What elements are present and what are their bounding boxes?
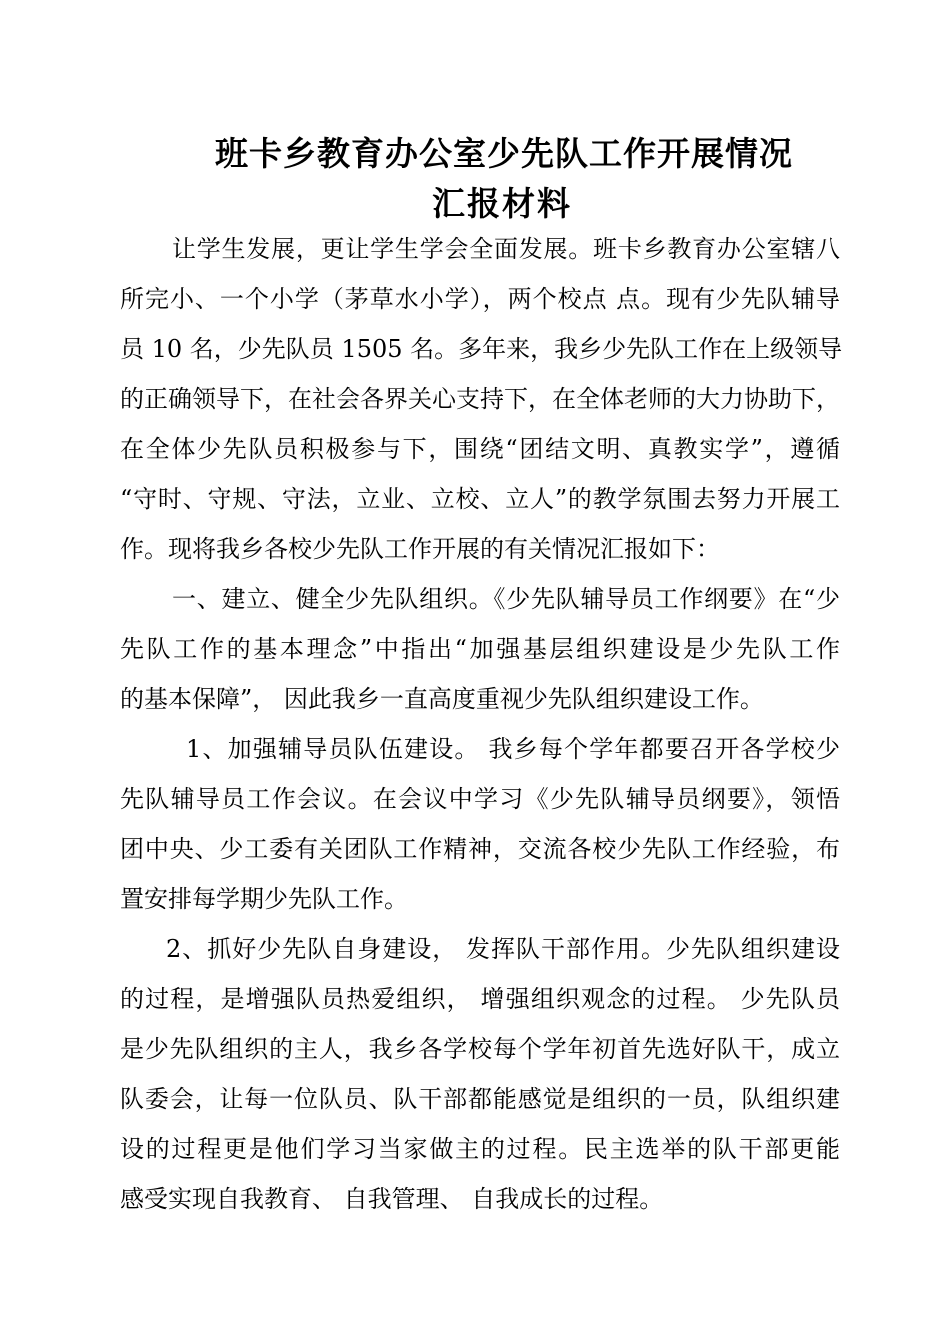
paragraph-line: 2、抓好少先队自身建设， 发挥队干部作用。少先队组织建设 — [166, 935, 840, 963]
paragraph-line: “守时、守规、守法，立业、立校、立人”的教学氛围去努力开展工 — [120, 485, 840, 513]
paragraph-line: 1、加强辅导员队伍建设。 我乡每个学年都要召开各学校少 — [186, 735, 840, 763]
document-title-line-2: 汇报材料 — [432, 184, 572, 223]
paragraph-line: 先队工作的基本理念”中指出“加强基层组织建设是少先队工作 — [120, 635, 840, 663]
paragraph-line: 的基本保障”， 因此我乡一直高度重视少先队组织建设工作。 — [120, 685, 764, 713]
paragraph-line: 所完小、一个小学（茅草水小学），两个校点 点。现有少先队辅导 — [120, 285, 840, 313]
paragraph-line: 先队辅导员工作会议。在会议中学习《少先队辅导员纲要》，领悟 — [120, 785, 840, 813]
paragraph-line: 置安排每学期少先队工作。 — [120, 885, 408, 913]
paragraph-line: 员 10 名，少先队员 1505 名。多年来，我乡少先队工作在上级领导 — [120, 335, 843, 363]
paragraph-line: 感受实现自我教育、 自我管理、 自我成长的过程。 — [120, 1185, 664, 1213]
paragraph-line: 队委会，让每一位队员、队干部都能感觉是组织的一员，队组织建 — [120, 1085, 840, 1113]
paragraph-line: 让学生发展，更让学生学会全面发展。班卡乡教育办公室辖八 — [172, 235, 840, 263]
paragraph-line: 的过程，是增强队员热爱组织， 增强组织观念的过程。 少先队员 — [120, 985, 840, 1013]
paragraph-line: 的正确领导下，在社会各界关心支持下，在全体老师的大力协助下， — [120, 385, 840, 413]
paragraph-line: 是少先队组织的主人，我乡各学校每个学年初首先选好队干，成立 — [120, 1035, 840, 1063]
paragraph-line: 一、建立、健全少先队组织。《少先队辅导员工作纲要》在“少 — [172, 585, 840, 613]
paragraph-line: 在全体少先队员积极参与下，围绕“团结文明、真教实学”，遵循 — [120, 435, 840, 463]
paragraph-line: 作。现将我乡各校少先队工作开展的有关情况汇报如下： — [120, 535, 720, 563]
paragraph-line: 团中央、少工委有关团队工作精神，交流各校少先队工作经验，布 — [120, 835, 840, 863]
document-title-line-1: 班卡乡教育办公室少先队工作开展情况 — [215, 134, 793, 173]
paragraph-line: 设的过程更是他们学习当家做主的过程。民主选举的队干部更能 — [120, 1135, 840, 1163]
